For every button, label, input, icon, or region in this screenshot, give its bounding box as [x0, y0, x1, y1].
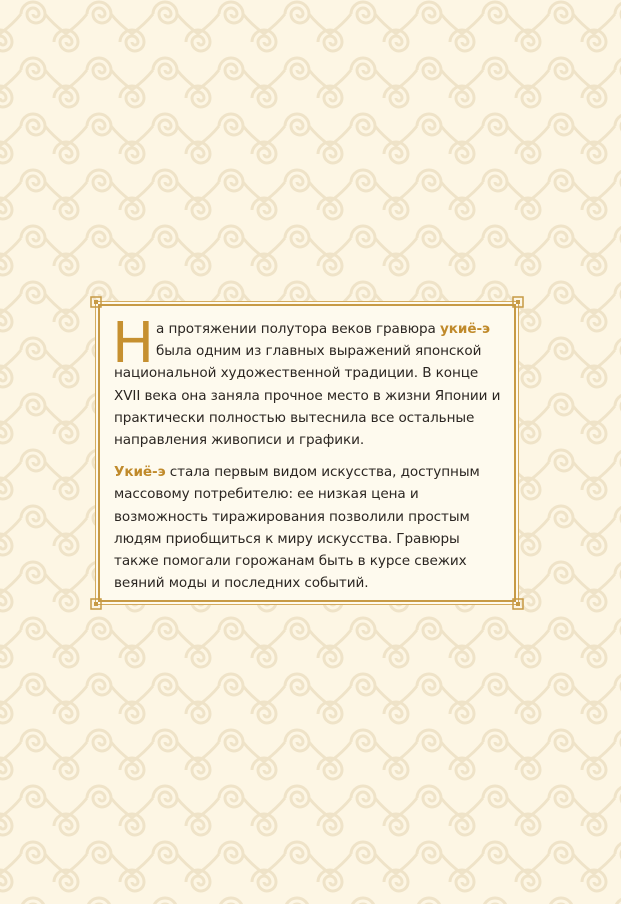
frame-corner-ornament-icon: [90, 296, 102, 308]
paragraph-1-text-start: а протяжении полутора веков гравюра: [156, 321, 441, 337]
term-ukiyo-e: укиё-э: [440, 321, 490, 337]
drop-cap: Н: [112, 311, 155, 376]
frame-corner-ornament-icon: [512, 296, 524, 308]
frame-corner-ornament-icon: [512, 598, 524, 610]
text-panel: [98, 304, 516, 602]
term-ukiyo-e: Укиё-э: [114, 464, 166, 481]
paragraph-2: [114, 461, 502, 594]
frame-corner-ornament-icon: [90, 598, 102, 610]
panel-body: [112, 311, 502, 604]
paragraph-1: [112, 311, 502, 451]
paragraph-2-text: стала первым видом искусства, доступным массовому потребителю: ее низкая цена и возможность тиражирования позволили простым людям приобщиться к миру искусства. Гравюры также помогали горожанам быть в курсе свежих веяний моды и последних событий.: [114, 464, 480, 592]
paragraph-1-text-end: была одним из главных выражений японской национальной художественной традиции. В конце XVII века она заняла прочное место в жизни Японии и практически полностью вытеснила все остальные направления живописи и графики.: [114, 343, 501, 449]
